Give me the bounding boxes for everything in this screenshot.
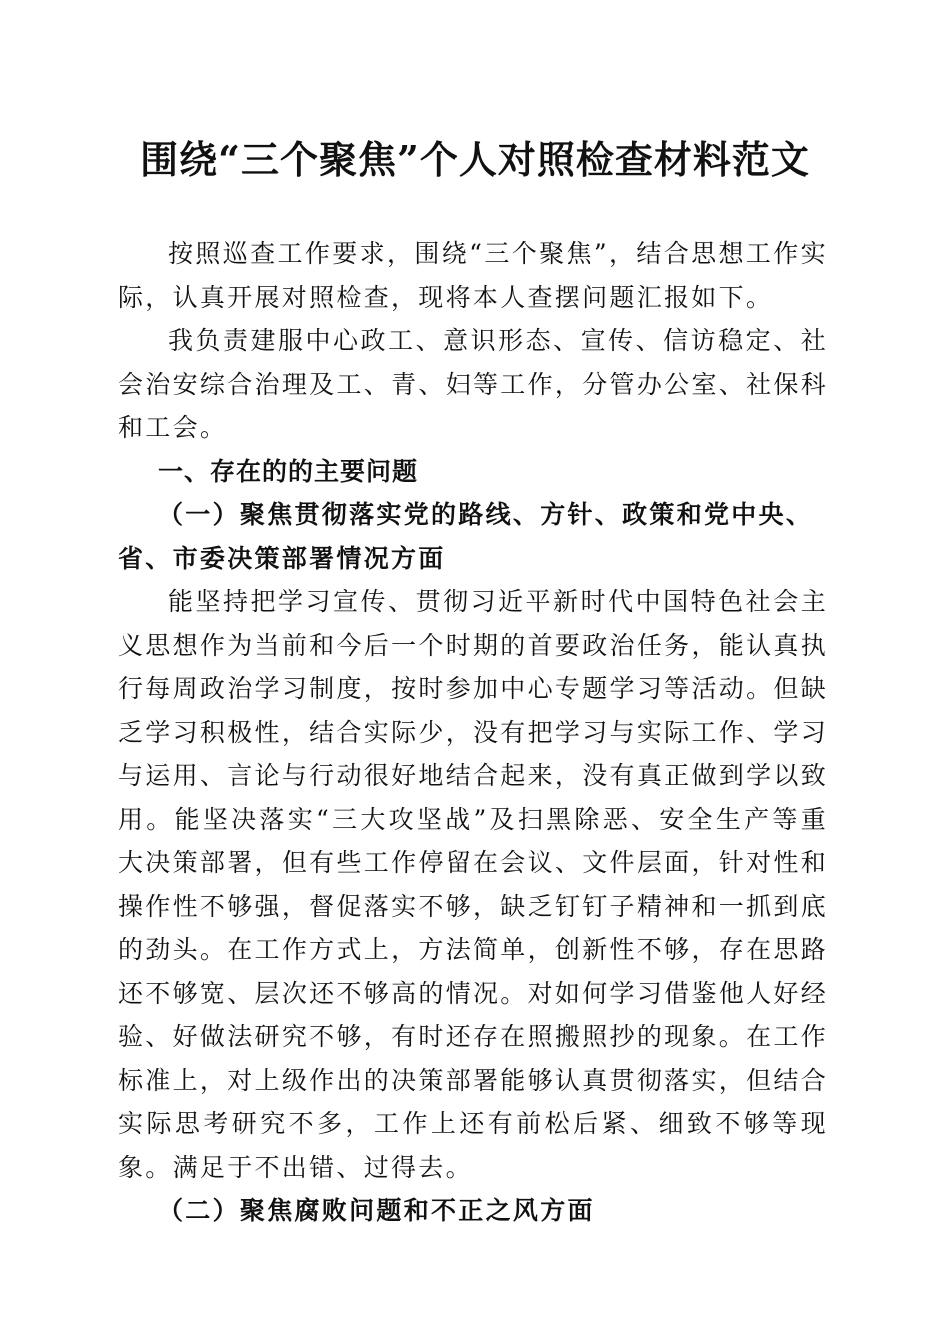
responsibility-paragraph: 我负责建服中心政工、意识形态、宣传、信访稳定、社会治安综合治理及工、青、妇等工作，分管办公室、社保科和工会。 [118,326,828,442]
document-title: 围绕“三个聚焦”个人对照检查材料范文 [140,137,810,182]
subsection-two-heading: （二）聚焦腐败问题和不正之风方面 [158,1196,595,1225]
subsection-one-body: 能坚持把学习宣传、贯彻习近平新时代中国特色社会主义思想作为当前和今后一个时期的首要政治任务，能认真执行每周政治学习制度，按时参加中心专题学习等活动。但缺乏学习积极性，结合实际少，没有把学习与实际工作、学习与运用、言论与行动很好地结合起来，没有真正做到学以致用。能坚决落实“三大攻坚战”及扫黑除恶、安全生产等重大决策部署，但有些工作停留在会议、文件层面，针对性和操作性不够强，督促落实不够，缺乏钉钉子精神和一抓到底的劲头。在工作方式上，方法简单，创新性不够，存在思路还不够宽、层次还不够高的情况。对如何学习借鉴他人好经验、好做法研究不够，有时还存在照搬照抄的现象。在工作标准上，对上级作出的决策部署能够认真贯彻落实，但结合实际思考研究不多，工作上还有前松后紧、细致不够等现象。满足于不出错、过得去。 [118,587,828,1182]
document-body [118,232,828,1233]
section-one-heading: 一、存在的的主要问题 [158,456,419,486]
intro-paragraph: 按照巡查工作要求，围绕“三个聚焦”，结合思想工作实际，认真开展对照检查，现将本人查摆问题汇报如下。 [118,239,828,312]
subsection-one-heading: （一）聚焦贯彻落实党的路线、方针、政策和党中央、省、市委决策部署情况方面 [118,500,814,573]
